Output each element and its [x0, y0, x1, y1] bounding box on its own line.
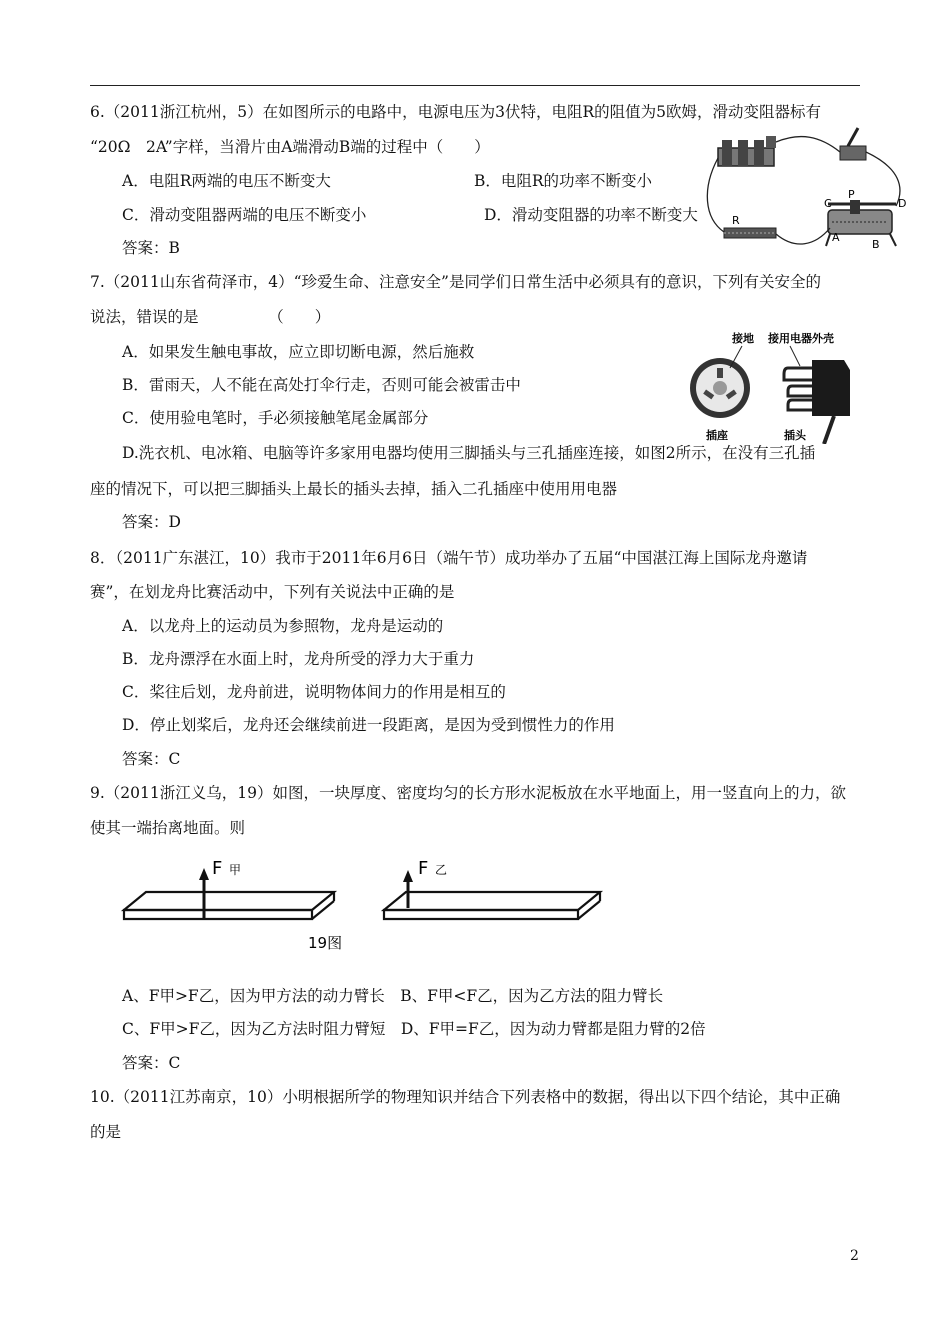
- q8-option-b: B．龙舟漂浮在水面上时，龙舟所受的浮力大于重力: [122, 650, 475, 668]
- q8-answer: 答案：C: [122, 750, 181, 768]
- q6-answer: 答案：B: [122, 239, 180, 257]
- q6-option-b: B．电阻R的功率不断变小: [474, 172, 653, 190]
- q10-stem-line-1: 10.（2011江苏南京，10）小明根据所学的物理知识并结合下列表格中的数据，得出以下四个结论，其中正确: [90, 1088, 841, 1106]
- q8-option-d: D．停止划桨后，龙舟还会继续前进一段距离，是因为受到惯性力的作用: [122, 716, 615, 734]
- label-d: D: [898, 197, 907, 210]
- label-jia: 甲: [229, 863, 242, 877]
- label-r: R: [732, 214, 740, 227]
- q8-stem-line-2: 赛”，在划龙舟比赛活动中，下列有关说法中正确的是: [90, 583, 455, 601]
- q7-option-c: C．使用验电笔时，手必须接触笔尾金属部分: [122, 409, 429, 427]
- label-c: C: [824, 197, 832, 210]
- header-rule: [90, 85, 860, 86]
- page-number: 2: [850, 1248, 859, 1264]
- q9-options-line-1: A、F甲>F乙，因为甲方法的动力臂长 B、F甲<F乙，因为乙方法的阻力臂长: [122, 987, 664, 1005]
- label-f-jia: F: [212, 858, 223, 879]
- label-p: P: [848, 188, 855, 201]
- q9-answer: 答案：C: [122, 1054, 181, 1072]
- q7-stem-line-2: 说法，错误的是 （ ）: [90, 308, 331, 326]
- slab-yi: [384, 892, 600, 919]
- q7-option-b: B．雷雨天，人不能在高处打伞行走，否则可能会被雷击中: [122, 376, 521, 394]
- label-ground: 接地: [732, 332, 754, 345]
- resistor-r-icon: [724, 228, 776, 238]
- q7-option-a: A．如果发生触电事故，应立即切断电源，然后施救: [122, 343, 475, 361]
- label-a: A: [832, 231, 840, 244]
- label-plug: 插头: [784, 429, 806, 442]
- q7-option-d-line-1: D.洗衣机、电冰箱、电脑等许多家用电器均使用三脚插头与三孔插座连接，如图2所示，在没有三孔插: [122, 444, 816, 462]
- q8-option-c: C．桨往后划，龙舟前进，说明物体间力的作用是相互的: [122, 683, 506, 701]
- slab-jia: [124, 892, 334, 919]
- battery-icon: [718, 136, 776, 166]
- q8-option-a: A．以龙舟上的运动员为参照物，龙舟是运动的: [122, 617, 444, 635]
- q7-stem-line-1: 7.（2011山东省荷泽市，4）“珍爱生命、注意安全”是同学们日常生活中必须具有的意识，下列有关安全的: [90, 273, 821, 291]
- label-socket: 插座: [706, 429, 728, 442]
- q6-stem-line-2: “20Ω 2A”字样，当滑片由A端滑动B端的过程中（ ）: [90, 138, 490, 156]
- q6-option-d: D．滑动变阻器的功率不断变大: [484, 206, 698, 224]
- q8-stem-line-1: 8．（2011广东湛江，10）我市于2011年6月6日（端午节）成功举办了五届“中国湛江海上国际龙舟邀请: [90, 549, 808, 567]
- q7-option-d-line-2: 座的情况下，可以把三脚插头上最长的插头去掉，插入二孔插座中使用用电器: [90, 480, 618, 498]
- q9-lever-figure: [116, 852, 616, 954]
- force-arrow-yi: [403, 870, 413, 908]
- q6-option-a: A．电阻R两端的电压不断变大: [122, 172, 331, 190]
- label-shell: 接用电器外壳: [768, 332, 834, 345]
- q7-socket-plug-figure: [684, 326, 860, 444]
- q10-stem-line-2: 的是: [90, 1123, 122, 1141]
- switch-icon: [840, 128, 866, 160]
- label-b: B: [872, 238, 880, 251]
- q6-stem-line-1: 6.（2011浙江杭州，5）在如图所示的电路中，电源电压为3伏特，电阻R的阻值为5欧姆，滑动变阻器标有: [90, 103, 821, 121]
- label-yi: 乙: [435, 863, 448, 877]
- q7-answer: 答案：D: [122, 513, 181, 531]
- figure-caption: 19图: [308, 934, 343, 952]
- q9-options-line-2: C、F甲>F乙，因为乙方法时阻力臂短 D、F甲=F乙，因为动力臂都是阻力臂的2倍: [122, 1020, 706, 1038]
- q9-stem-line-2: 使其一端抬离地面。则: [90, 819, 246, 837]
- label-f-yi: F: [418, 858, 429, 879]
- socket-icon: [690, 358, 750, 418]
- q6-circuit-figure: [700, 118, 920, 258]
- q9-stem-line-1: 9.（2011浙江义乌，19）如图，一块厚度、密度均匀的长方形水泥板放在水平地面上，用一竖直向上的力，欲: [90, 784, 846, 802]
- q6-option-c: C．滑动变阻器两端的电压不断变小: [122, 206, 367, 224]
